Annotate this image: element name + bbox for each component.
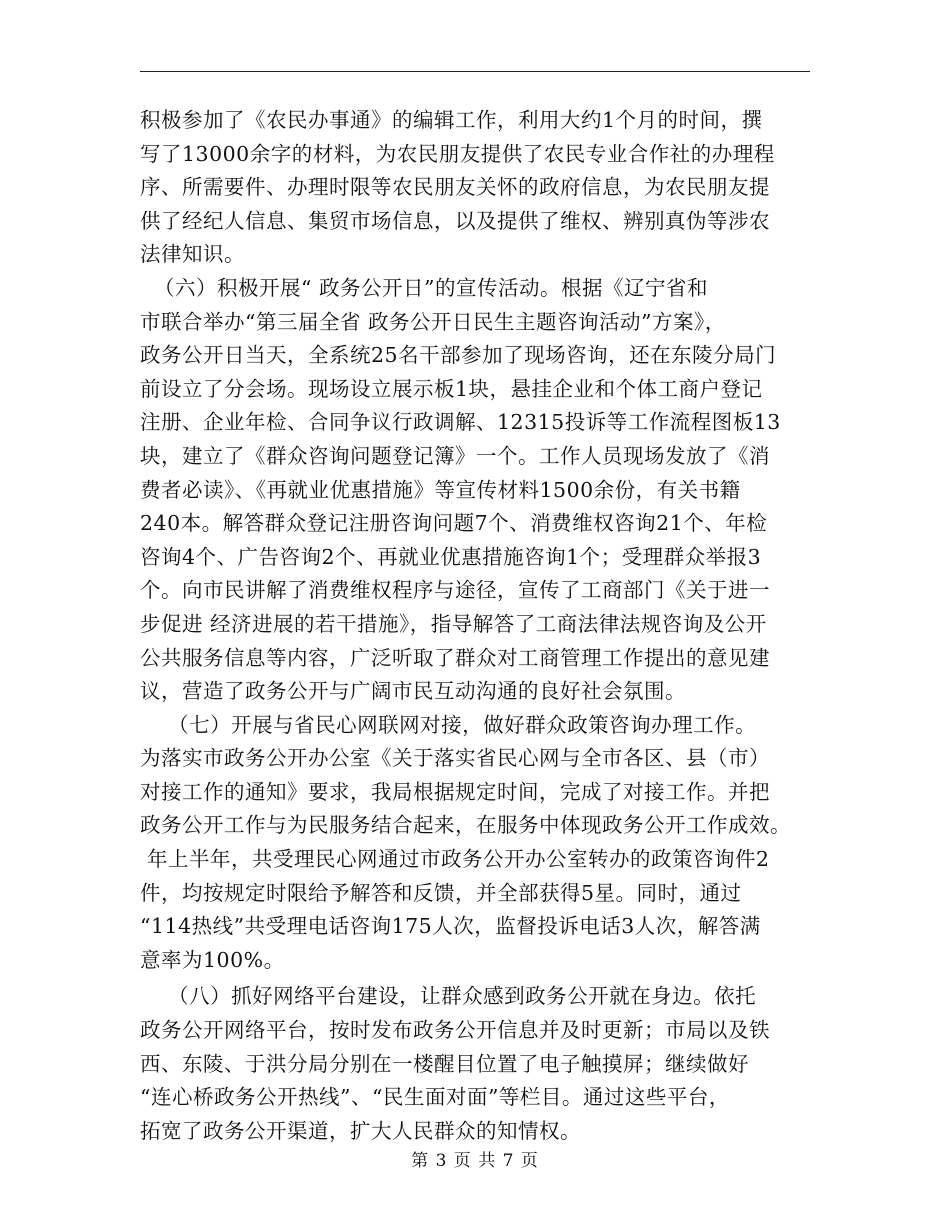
text-line: （八）抓好网络平台建设，让群众感到政务公开就在身边。依托 [140,984,757,1009]
text-line: 积极参加了《农民办事通》的编辑工作，利用大约1个月的时间，撰 [140,108,763,132]
text-line: 政务公开网络平台，按时发布政务公开信息并及时更新；市局以及铁 [140,1018,770,1043]
text-line: 政务公开工作与为民服务结合起来，在服务中体现政务公开工作成效。 [140,813,791,838]
text-line: 法律知识。 [140,242,245,267]
text-line: 序、所需要件、办理时限等农民朋友关怀的政府信息，为农民朋友提 [140,175,770,200]
header-rule [140,71,810,72]
paragraph [140,980,812,1148]
text-line: 240本。解答群众登记注册咨询问题7个、消费维权咨询21个、年检 [140,511,768,536]
text-line: 政务公开日当天，全系统25名干部参加了现场咨询，还在东陵分局门 [140,343,777,368]
paragraph [140,272,812,709]
text-line: 件，均按规定时限给予解答和反馈，并全部获得5星。同时，通过 [140,880,742,905]
text-line: 供了经纪人信息、集贸市场信息，以及提供了维权、辨别真伪等涉农 [140,208,770,233]
text-line: 对接工作的通知》要求，我局根据规定时间，完成了对接工作。并把 [140,779,770,804]
paragraph [140,104,812,272]
text-line: 写了13000余字的材料，为农民朋友提供了农民专业合作社的办理程 [140,141,775,166]
text-line: 拓宽了政务公开渠道，扩大人民群众的知情权。 [140,1118,581,1143]
text-line: “连心桥政务公开热线”、“民生面对面”等栏目。通过这些平台， [140,1085,730,1110]
text-line: 意率为100%。 [140,947,285,972]
text-line: 年上半年，共受理民心网通过市政务公开办公室转办的政策咨询件2 [140,847,770,872]
text-line: 议，营造了政务公开与广阔市民互动沟通的良好社会氛围。 [140,679,686,704]
text-line: 市联合举办“第三届全省 政务公开日民生主题咨询活动”方案》， [140,309,726,334]
text-line: （六）积极开展“ 政务公开日”的宣传活动。根据《辽宁省和 [140,275,709,300]
text-line: 费者必读》、《再就业优惠措施》等宣传材料1500余份，有关书籍 [140,477,741,502]
text-line: 前设立了分会场。现场设立展示板1块，悬挂企业和个体工商户登记 [140,376,763,401]
text-line: 公共服务信息等内容，广泛听取了群众对工商管理工作提出的意见建 [140,645,770,670]
text-line: （七）开展与省民心网联网对接，做好群众政策咨询办理工作。 [140,712,757,737]
paragraph [140,709,812,978]
page-footer: 第 3 页 共 7 页 [411,1151,539,1171]
text-line: 注册、企业年检、合同争议行政调解、12315投诉等工作流程图板13 [140,410,781,435]
text-line: 步促进 经济进展的若干措施》，指导解答了工商法律法规咨询及公开 [140,611,767,636]
text-line: 块，建立了《群众咨询问题登记簿》一个。工作人员现场发放了《消 [140,443,770,468]
text-line: 咨询4个、广告咨询2个、再就业优惠措施咨询1个；受理群众举报3 [140,544,762,569]
text-line: “114热线”共受理电话咨询175人次，监督投诉电话3人次，解答满 [140,914,761,939]
text-line: 西、东陵、于洪分局分别在一楼醒目位置了电子触摸屏；继续做好 [140,1051,749,1076]
text-line: 个。向市民讲解了消费维权程序与途径，宣传了工商部门《关于进一 [140,578,770,603]
text-line: 为落实市政务公开办公室《关于落实省民心网与全市各区、县（市） [140,746,770,771]
body-text [140,104,812,1148]
